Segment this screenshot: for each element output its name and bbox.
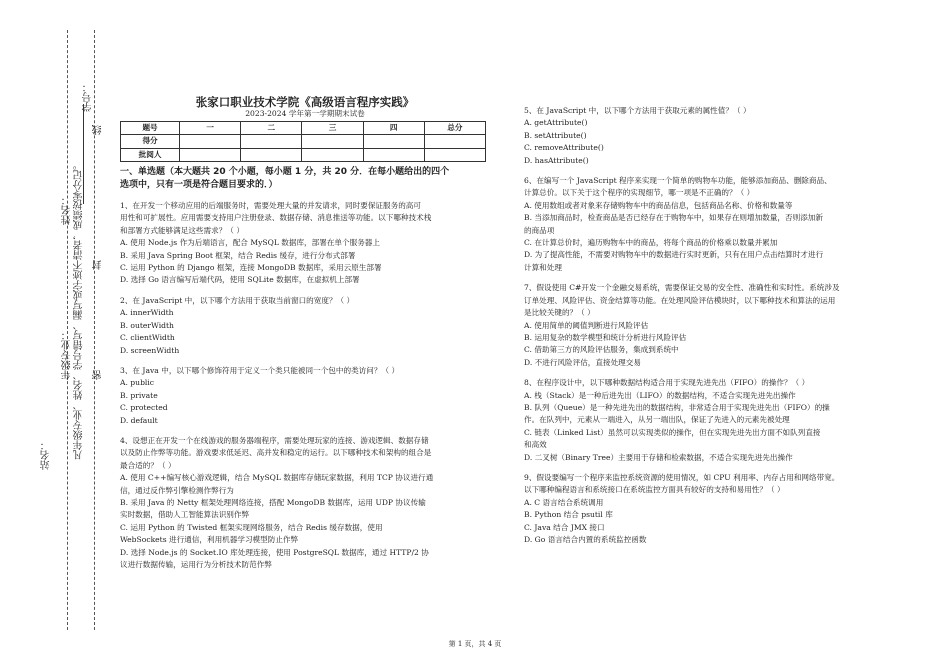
score-cell: 得分 <box>121 135 180 148</box>
right-question-list <box>524 105 874 546</box>
question-stem: 最合适的？（ ） <box>120 460 176 470</box>
score-table-header-row <box>121 121 486 134</box>
question-stem: 8、在程序设计中，以下哪种数据结构适合用于实现先进先出（FIFO）的操作？（ ） <box>524 378 810 388</box>
question-option: C. clientWidth <box>120 333 175 343</box>
score-cell: 批阅人 <box>121 148 180 161</box>
question-stem: 计算总价。以下关于这个程序的实现细节，哪一项是不正确的？（ ） <box>524 188 755 198</box>
question-option: A. 栈（Stack）是一种后进先出（LIFO）的数据结构，不适合实现先进先出操作 <box>524 390 796 400</box>
score-cell: 四 <box>363 121 424 134</box>
grader-input-cell[interactable] <box>180 148 241 161</box>
question-option: 的商品项 <box>524 225 555 235</box>
question-option: A. 使用简单的阈值判断进行风险评估 <box>524 320 649 330</box>
question-option: 计算和处理 <box>524 262 562 272</box>
question-option: C. protected <box>120 403 168 413</box>
question-option: D. Go 语言结合内置的系统监控函数 <box>524 535 647 544</box>
question-stem: 6、在编写一个 JavaScript 程序来实现一个简单的购物车功能，能够添加商品、删除商品、 <box>524 176 832 186</box>
question-option: A. innerWidth <box>120 308 174 318</box>
score-cell: 题号 <box>121 121 180 134</box>
question-option: B. 队列（Queue）是一种先进先出的数据结构，非常适合用于实现先进先出（FIFO）的操 <box>524 402 830 412</box>
question-option: D. hasAttribute() <box>524 155 589 165</box>
question-stem: 3、在 Java 中，以下哪个修饰符用于定义一个类只能被同一个包中的类访问？（ ） <box>120 365 400 375</box>
score-cell: 总分 <box>424 121 485 134</box>
question-option: 实时数据，借助人工智能算法识别作弊 <box>120 510 250 520</box>
question-stem: 2、在 JavaScript 中，以下哪个方法用于获取当前窗口的宽度？（ ） <box>120 295 355 305</box>
question-option: 和高效 <box>524 440 547 450</box>
question-option: B. setAttribute() <box>524 130 587 140</box>
label-site: 站名： <box>41 440 52 470</box>
question-option: A. 使用 C++编写核心游戏逻辑，结合 MySQL 数据库存储玩家数据，利用 TCP 协议进行通 <box>120 473 434 483</box>
question-option: C. 借助第三方的风险评估服务，集成到系统中 <box>524 345 679 355</box>
grader-input-cell[interactable] <box>302 148 363 161</box>
question-option: C. 运用 Python 的 Twisted 框架实现网络服务，结合 Redis 缓存数据，使用 <box>120 522 383 532</box>
exam-subtitle: 2023-2024 学年第一学期期末试卷 <box>245 109 365 119</box>
grader-input-cell[interactable] <box>363 148 424 161</box>
score-cell: 三 <box>302 121 363 134</box>
question-stem: 和部署方式能够满足这些需求？（ ） <box>120 225 244 235</box>
score-input-cell[interactable] <box>424 135 485 148</box>
question-option: D. 为了提高性能，不需要对购物车中的数据进行实时更新，只有在用户点击结算时才进行 <box>524 250 824 260</box>
right-column <box>524 105 874 546</box>
seal-feng: 封 <box>93 260 104 270</box>
question-option: D. 不进行风险评估，直接处理交易 <box>524 357 641 367</box>
question-option: 信，通过反作弊引擎检测作弊行为 <box>120 485 234 495</box>
question-option: A. public <box>120 378 155 388</box>
exam-title: 张家口职业技术学院《高级语言程序实践》 <box>195 95 415 109</box>
question-stem: 以下哪种编程语言和系统接口在系统监控方面具有较好的支持和易用性？（ ） <box>524 485 785 495</box>
question-option: C. removeAttribute() <box>524 143 604 153</box>
question-stem: 以及防止作弊等功能。游戏要求低延迟、高并发和稳定的运行。以下哪种技术和架构的组合是 <box>120 448 432 458</box>
score-input-cell[interactable] <box>241 135 302 148</box>
question-option: C. 运用 Python 的 Django 框架，连接 MongoDB 数据库，采用云原生部署 <box>120 263 382 273</box>
question-option: D. 选择 Node.js 的 Socket.IO 库处理连接，使用 PostgreSQL 数据库，通过 HTTP/2 协 <box>120 547 429 557</box>
question-stem: 4、设想正在开发一个在线游戏的服务器端程序，需要处理玩家的连接、游戏逻辑、数据存储 <box>120 435 429 445</box>
question-option: B. outerWidth <box>120 320 174 330</box>
question-option: D. 选择 Go 语言编写后端代码，使用 SQLite 数据库，在虚拟机上部署 <box>120 275 360 285</box>
question-option: A. C 语言结合系统调用 <box>524 497 604 507</box>
question-stem: 7、假设使用 C#开发一个金融交易系统，需要保证交易的安全性、准确性和实时性。系统涉及 <box>524 283 840 293</box>
question-option: B. 采用 Java 的 Netty 框架处理网络连接，搭配 MongoDB 数据库，运用 UDP 协议传输 <box>120 497 426 507</box>
score-cell: 一 <box>180 121 241 134</box>
label-grade-major: 年级专业： <box>62 330 73 380</box>
question-stem: 订单处理、风险评估、资金结算等功能。在处理风险评估模块时，以下哪种技术和算法的运用 <box>524 295 836 305</box>
question-option: D. 二叉树（Binary Tree）主要用于存储和检索数据，不适合实现先进先出操作 <box>524 452 793 462</box>
page-footer: 第 1 页，共 4 页 <box>448 640 502 648</box>
question-option: B. Python 结合 psutil 库 <box>524 510 613 520</box>
question-option: B. 采用 Java Spring Boot 框架，结合 Redis 缓存，进行分布式部署 <box>120 250 356 260</box>
grader-input-cell[interactable] <box>241 148 302 161</box>
question-option: 作。在队列中，元素从一端进入，从另一端出队，保证了先进入的元素先被处理 <box>524 415 790 425</box>
label-name: 姓名： <box>62 195 73 225</box>
section-heading: 一、单选题（本大题共 20 个小题，每小题 1 分，共 20 分．在每小题给出的四个 <box>120 167 450 178</box>
question-option: B. private <box>120 390 158 400</box>
binding-margin <box>0 0 110 672</box>
binding-dashed-line-outer <box>94 30 95 630</box>
score-input-cell[interactable] <box>363 135 424 148</box>
question-option: C. 链表（Linked List）虽然可以实现类似的操作，但在实现先进先出方面不如队列直接 <box>524 427 821 437</box>
question-option: C. 在计算总价时，遍历购物车中的商品，将每个商品的价格乘以数量并累加 <box>524 238 778 248</box>
question-stem: 是比较关键的？（ ） <box>524 308 595 318</box>
binding-warning: 凡年级专业、姓名、学号错写、漏写或字迹不清者，成绩按零分记。 <box>74 160 85 460</box>
grader-input-cell[interactable] <box>424 148 485 161</box>
question-option: D. screenWidth <box>120 345 180 355</box>
question-stem: 1、在开发一个移动应用的后端服务时，需要处理大量的并发请求，同时要保证服务的高可 <box>120 201 421 211</box>
question-option: B. 运用复杂的数学模型和统计分析进行风险评估 <box>524 332 687 342</box>
question-option: A. getAttribute() <box>524 118 588 128</box>
label-student-id: 学号： <box>83 82 94 112</box>
question-option: 议进行数据传输，运用行为分析技术防范作弊 <box>120 560 272 569</box>
question-option: D. default <box>120 415 158 425</box>
question-option: A. 使用数组或者对象来存储购物车中的商品信息，包括商品名称、价格和数量等 <box>524 200 793 210</box>
left-column <box>120 96 490 571</box>
question-stem: 用性和可扩展性。应用需要支持用户注册登录、数据存储、消息推送等功能。以下哪种技术栈 <box>120 213 432 223</box>
question-option: WebSockets 进行通信，利用机器学习模型防止作弊 <box>120 535 299 545</box>
seal-xian: 线 <box>93 125 104 135</box>
question-option: A. 使用 Node.js 作为后端语言，配合 MySQL 数据库，部署在单个服务器上 <box>120 238 380 248</box>
question-stem: 5、在 JavaScript 中，以下哪个方法用于获取元素的属性值？（ ） <box>524 106 751 115</box>
score-table-grader-row <box>121 148 486 161</box>
score-table-score-row <box>121 135 486 148</box>
seal-mi: 密 <box>93 370 104 380</box>
score-input-cell[interactable] <box>302 135 363 148</box>
score-cell: 二 <box>241 121 302 134</box>
score-input-cell[interactable] <box>180 135 241 148</box>
section-heading-cont: 选项中，只有一项是符合题目要求的．） <box>120 180 278 191</box>
question-option: B. 当添加商品时，检查商品是否已经存在于购物车中，如果存在则增加数量，否则添加新 <box>524 213 823 223</box>
question-option: C. Java 结合 JMX 接口 <box>524 522 605 532</box>
question-stem: 9、假设要编写一个程序来监控系统资源的使用情况，如 CPU 利用率、内存占用和网络带宽。 <box>524 472 840 482</box>
left-question-list <box>120 200 490 571</box>
score-table <box>120 121 486 162</box>
